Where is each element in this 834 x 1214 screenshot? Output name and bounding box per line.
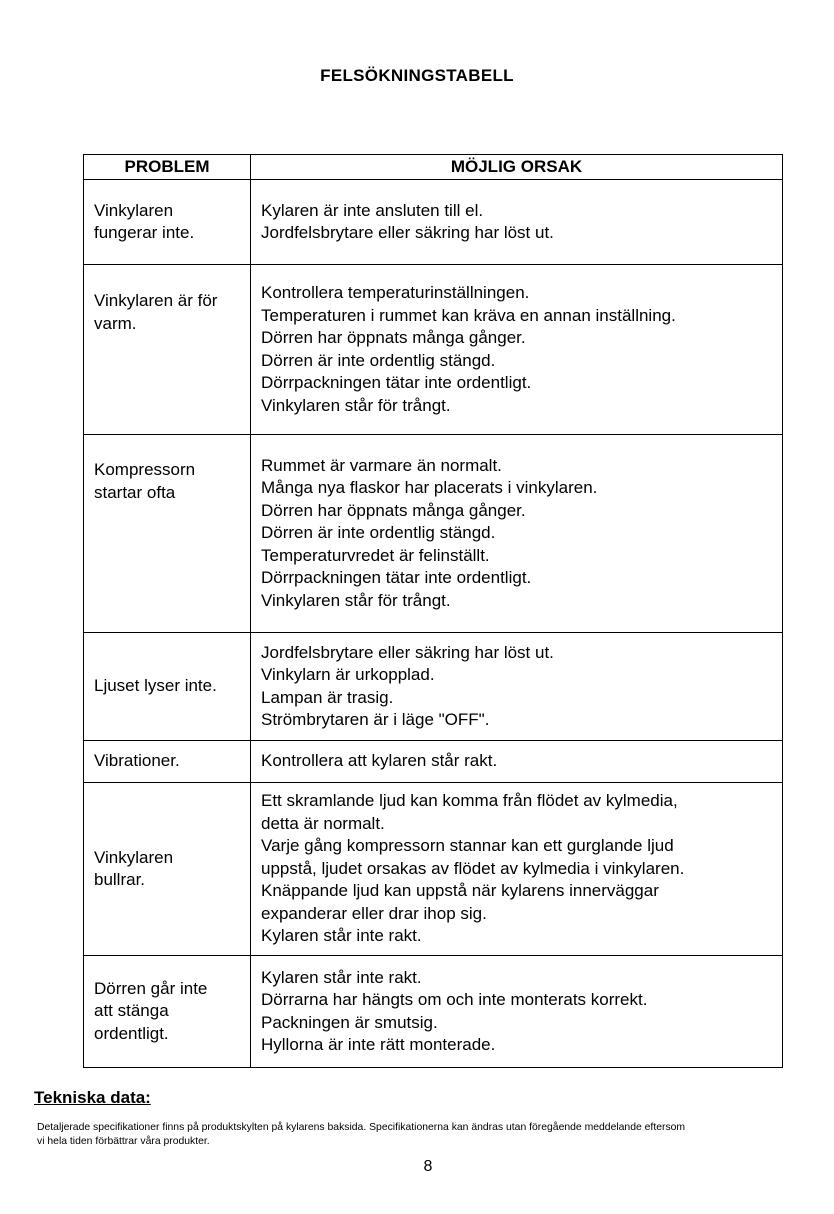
table-row xyxy=(84,633,783,741)
cause-text: Dörren är inte ordentlig stängd. xyxy=(261,350,496,370)
problem-text: Vinkylaren xyxy=(94,847,174,867)
cause-text: Strömbrytaren är i läge "OFF". xyxy=(261,710,490,729)
cause-text: Dörrpackningen tätar inte ordentligt. xyxy=(261,373,532,392)
cause-text: Varje gång kompressorn stannar kan ett gurglande ljud xyxy=(261,836,674,856)
problem-text: startar ofta xyxy=(94,482,176,502)
troubleshooting-table xyxy=(83,154,783,1068)
cause-text: Kylaren är inte ansluten till el. xyxy=(261,200,484,220)
table-row xyxy=(84,956,783,1068)
problem-text: Ljuset lyser inte. xyxy=(94,676,217,696)
page-number: 8 xyxy=(423,1158,433,1175)
cause-text: Vinkylarn är urkopplad. xyxy=(261,665,435,684)
table-row xyxy=(84,741,783,783)
problem-cell xyxy=(84,741,251,783)
problem-cell xyxy=(84,265,251,435)
cause-text: Många nya flaskor har placerats i vinkylaren. xyxy=(261,478,598,498)
column-header-cause: MÖJLIG ORSAK xyxy=(251,155,783,180)
table-row xyxy=(84,783,783,956)
problem-text: fungerar inte. xyxy=(94,223,195,242)
problem-text: Vinkylaren xyxy=(94,200,174,220)
problem-text: Vibrationer. xyxy=(94,751,180,771)
cause-text: Kontrollera att kylaren står rakt. xyxy=(261,751,498,771)
cause-text: Vinkylaren står för trångt. xyxy=(261,590,451,610)
cause-text: uppstå, ljudet orsakas av flödet av kylmedia i vinkylaren. xyxy=(261,858,685,878)
cause-text: Temperaturen i rummet kan kräva en annan inställning. xyxy=(261,305,676,325)
cause-text: Kontrollera temperaturinställningen. xyxy=(261,283,530,302)
page-title: FELSÖKNINGSTABELL xyxy=(320,66,514,85)
cause-text: Jordfelsbrytare eller säkring har löst ut. xyxy=(261,642,554,662)
cause-text: Dörren har öppnats många gånger. xyxy=(261,500,526,520)
cause-cell xyxy=(251,435,783,633)
cause-text: Dörren är inte ordentlig stängd. xyxy=(261,523,496,543)
problem-text: Dörren går inte xyxy=(94,978,208,998)
problem-cell xyxy=(84,956,251,1068)
problem-cell xyxy=(84,633,251,741)
cause-text: Vinkylaren står för trångt. xyxy=(261,395,451,415)
problem-cell xyxy=(84,435,251,633)
cause-text: Ett skramlande ljud kan komma från flödet av kylmedia, xyxy=(261,791,678,811)
cause-text: Dörrpackningen tätar inte ordentligt. xyxy=(261,568,532,588)
problem-text: ordentligt. xyxy=(94,1023,169,1043)
problem-text: Kompressorn xyxy=(94,460,196,479)
cause-text: Dörrarna har hängts om och inte monterats korrekt. xyxy=(261,990,648,1009)
cause-text: Rummet är varmare än normalt. xyxy=(261,455,502,475)
tech-data-heading: Tekniska data: xyxy=(34,1088,151,1107)
cause-text: Dörren har öppnats många gånger. xyxy=(261,328,526,347)
table-row xyxy=(84,435,783,633)
cause-text: Jordfelsbrytare eller säkring har löst ut. xyxy=(261,223,554,242)
table-header-row xyxy=(84,155,783,180)
cause-text: expanderar eller drar ihop sig. xyxy=(261,903,487,923)
column-header-problem: PROBLEM xyxy=(84,155,251,180)
problem-cell xyxy=(84,783,251,956)
cause-text: Lampan är trasig. xyxy=(261,687,394,707)
cause-text: detta är normalt. xyxy=(261,813,385,833)
problem-text: att stänga xyxy=(94,1001,169,1021)
tech-data-line: Detaljerade specifikationer finns på produktskylten på kylarens baksida. Specifikationerna kan ändras utan föregående meddelande eftersom xyxy=(37,1122,686,1133)
cause-cell xyxy=(251,956,783,1068)
problem-cell xyxy=(84,180,251,265)
cause-cell xyxy=(251,265,783,435)
tech-data-text xyxy=(37,1121,817,1149)
cause-text: Packningen är smutsig. xyxy=(261,1012,438,1032)
cause-text: Knäppande ljud kan uppstå när kylarens innerväggar xyxy=(261,881,659,901)
table-row xyxy=(84,265,783,435)
cause-cell xyxy=(251,741,783,783)
cause-cell xyxy=(251,783,783,956)
cause-text: Kylaren står inte rakt. xyxy=(261,967,422,987)
table-row xyxy=(84,180,783,265)
cause-text: Kylaren står inte rakt. xyxy=(261,926,422,946)
tech-data-line: vi hela tiden förbättrar våra produkter. xyxy=(37,1136,210,1147)
cause-cell xyxy=(251,180,783,265)
cause-cell xyxy=(251,633,783,741)
problem-text: varm. xyxy=(94,313,137,333)
cause-text: Temperaturvredet är felinställt. xyxy=(261,545,490,565)
problem-text: Vinkylaren är för xyxy=(94,291,218,310)
problem-text: bullrar. xyxy=(94,870,146,889)
cause-text: Hyllorna är inte rätt monterade. xyxy=(261,1035,496,1054)
